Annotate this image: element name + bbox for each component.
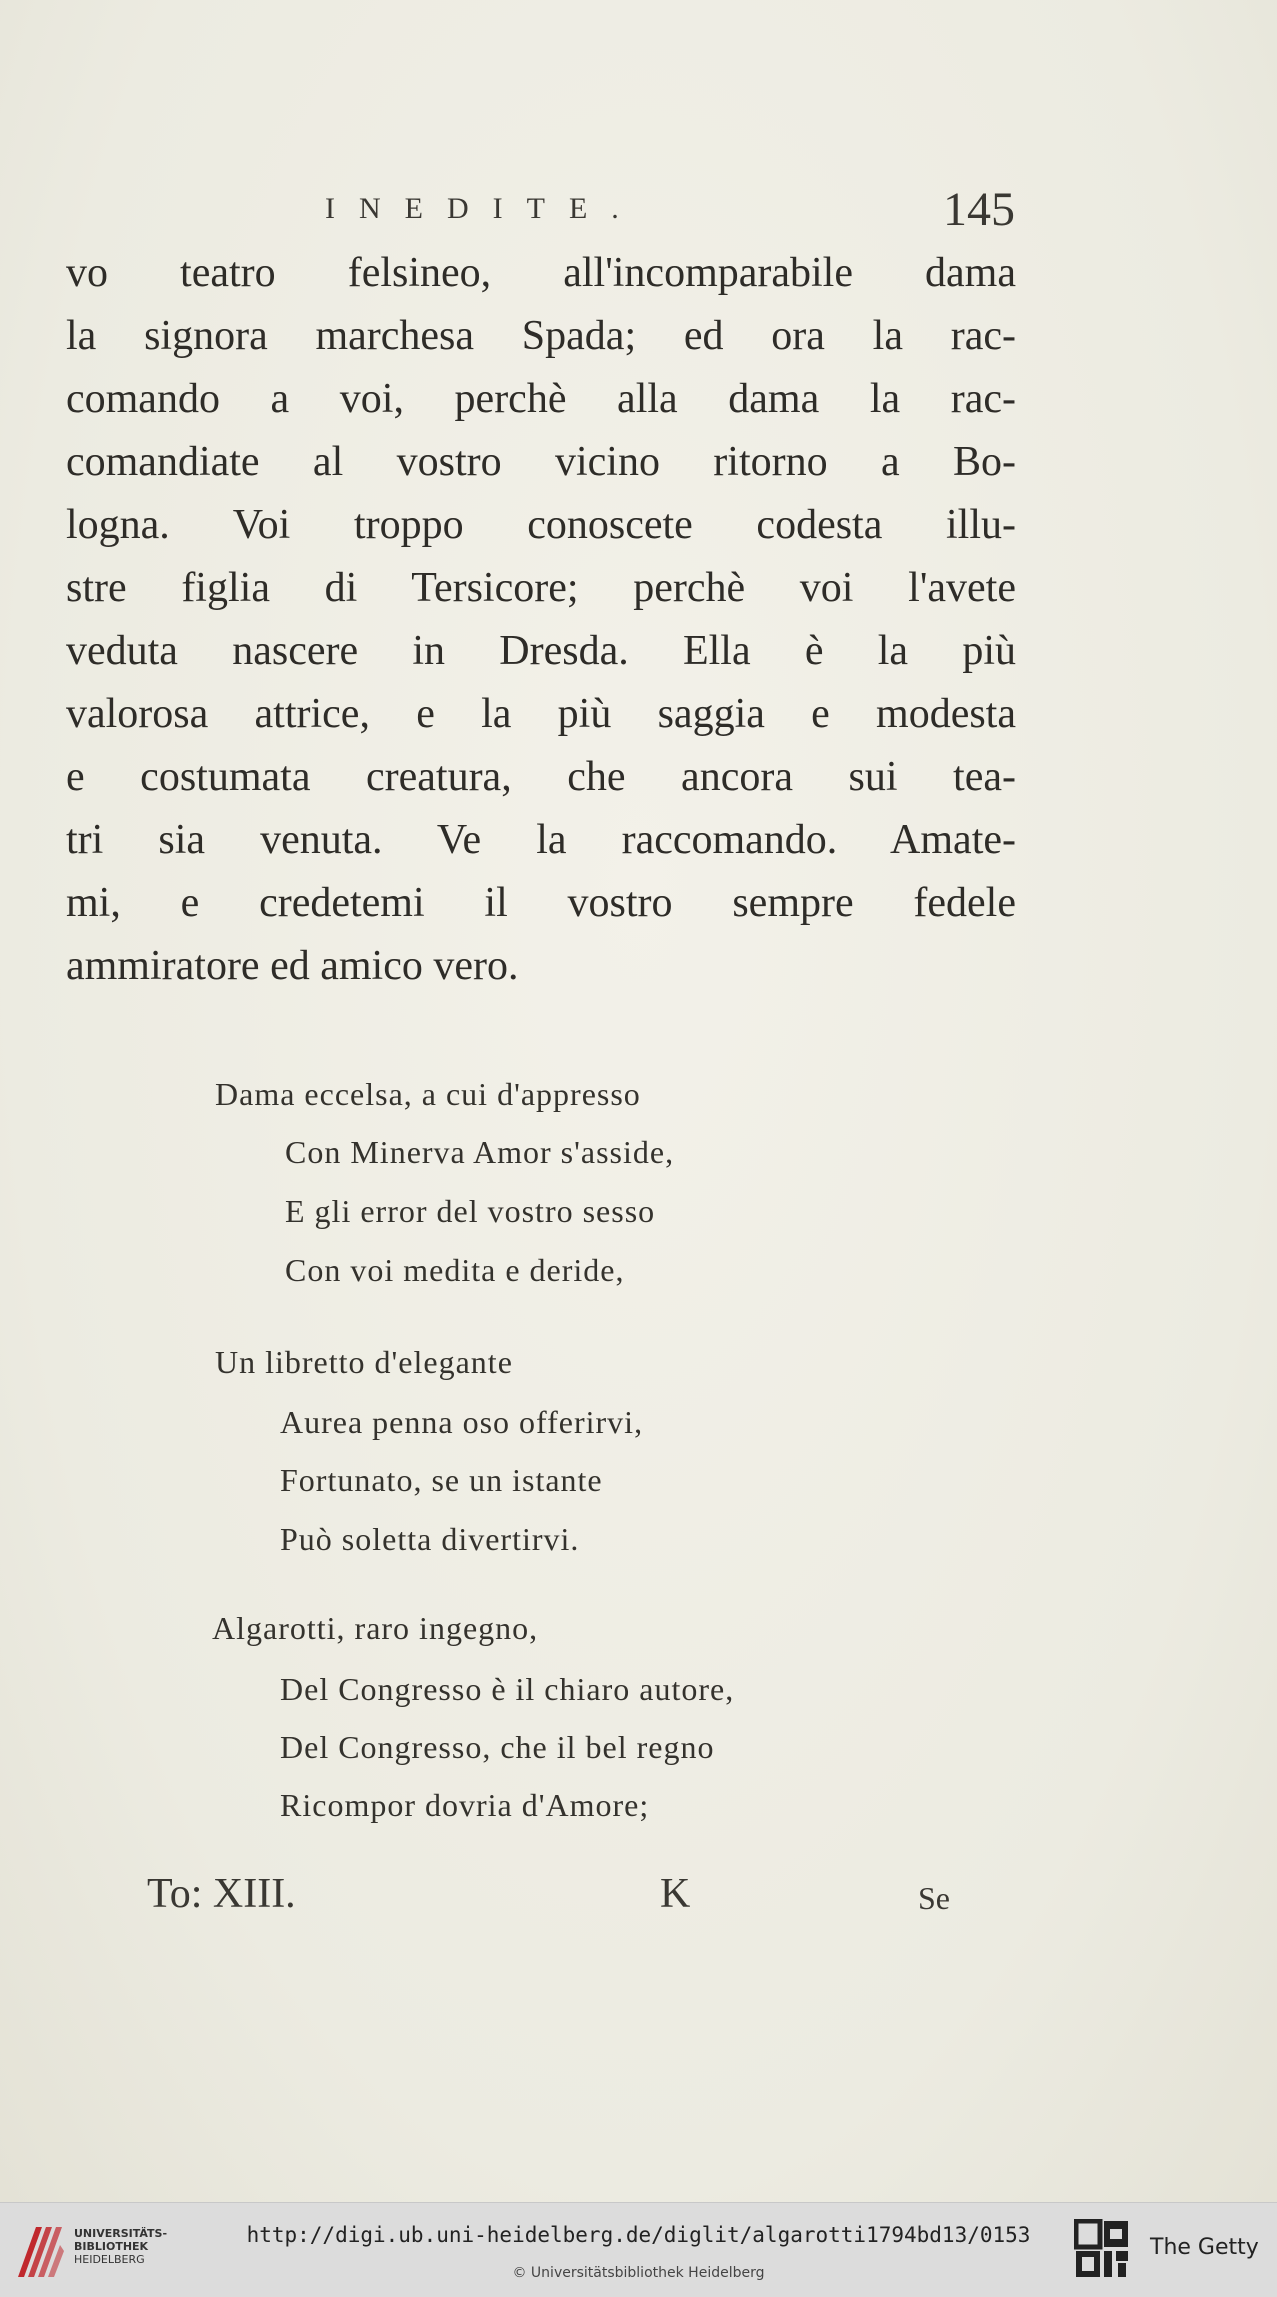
verse-line: Ricompor dovria d'Amore; xyxy=(280,1787,650,1823)
prose-line: valorosa attrice, e la più saggia e modesta xyxy=(66,691,1016,737)
running-head-title: INEDITE. xyxy=(325,192,643,225)
prose-line: e costumata creatura, che ancora sui tea- xyxy=(66,754,1016,800)
permalink-url[interactable]: http://digi.ub.uni-heidelberg.de/diglit/algarotti1794bd13/0153 xyxy=(246,2223,1031,2247)
prose-line: la signora marchesa Spada; ed ora la rac- xyxy=(66,313,1016,359)
prose-line: comandiate al vostro vicino ritorno a Bo- xyxy=(66,439,1016,485)
copyright-notice: © Universitätsbibliothek Heidelberg xyxy=(512,2265,765,2281)
verse-line: Con Minerva Amor s'asside, xyxy=(285,1134,675,1170)
library-name-line: UNIVERSITÄTS- xyxy=(74,2227,168,2240)
verse-line: Un libretto d'elegante xyxy=(215,1344,513,1380)
getty-logo-icon xyxy=(1074,2219,1130,2281)
prose-paragraph xyxy=(66,242,1016,998)
running-head xyxy=(325,183,1015,248)
prose-line: stre figlia di Tersicore; perchè voi l'avete xyxy=(66,565,1016,611)
prose-line: vo teatro felsineo, all'incomparabile dama xyxy=(66,250,1016,296)
partner-name: The Getty xyxy=(1150,2235,1259,2260)
verse-line: Può soletta divertirvi. xyxy=(280,1521,580,1557)
volume-mark: To: XIII. xyxy=(147,1871,296,1917)
verse-line: Con voi medita e deride, xyxy=(285,1252,625,1288)
verse-line: E gli error del vostro sesso xyxy=(285,1193,656,1229)
verse-line: Dama eccelsa, a cui d'appresso xyxy=(215,1076,641,1112)
prose-line: comando a voi, perchè alla dama la rac- xyxy=(66,376,1016,422)
prose-line: veduta nascere in Dresda. Ella è la più xyxy=(66,628,1016,674)
verse-line: Aurea penna oso offerirvi, xyxy=(280,1404,644,1440)
verse-line: Del Congresso, che il bel regno xyxy=(280,1729,715,1765)
library-name-line: BIBLIOTHEK xyxy=(74,2240,149,2253)
prose-line: logna. Voi troppo conoscete codesta illu- xyxy=(66,502,1016,548)
prose-line: mi, e credetemi il vostro sempre fedele xyxy=(66,880,1016,926)
library-name-line: HEIDELBERG xyxy=(74,2253,145,2266)
signature-mark: K xyxy=(660,1871,691,1917)
verse-line: Fortunato, se un istante xyxy=(280,1462,603,1498)
page-number: 145 xyxy=(943,183,1015,236)
footer-bar xyxy=(0,2202,1277,2297)
verse-line: Algarotti, raro ingegno, xyxy=(212,1610,539,1646)
verse-line: Del Congresso è il chiaro autore, xyxy=(280,1671,735,1707)
catchword: Se xyxy=(918,1880,950,1916)
prose-line: ammiratore ed amico vero. xyxy=(66,943,519,989)
prose-line: tri sia venuta. Ve la raccomando. Amate- xyxy=(66,817,1016,863)
signature-row xyxy=(0,1870,1277,1930)
